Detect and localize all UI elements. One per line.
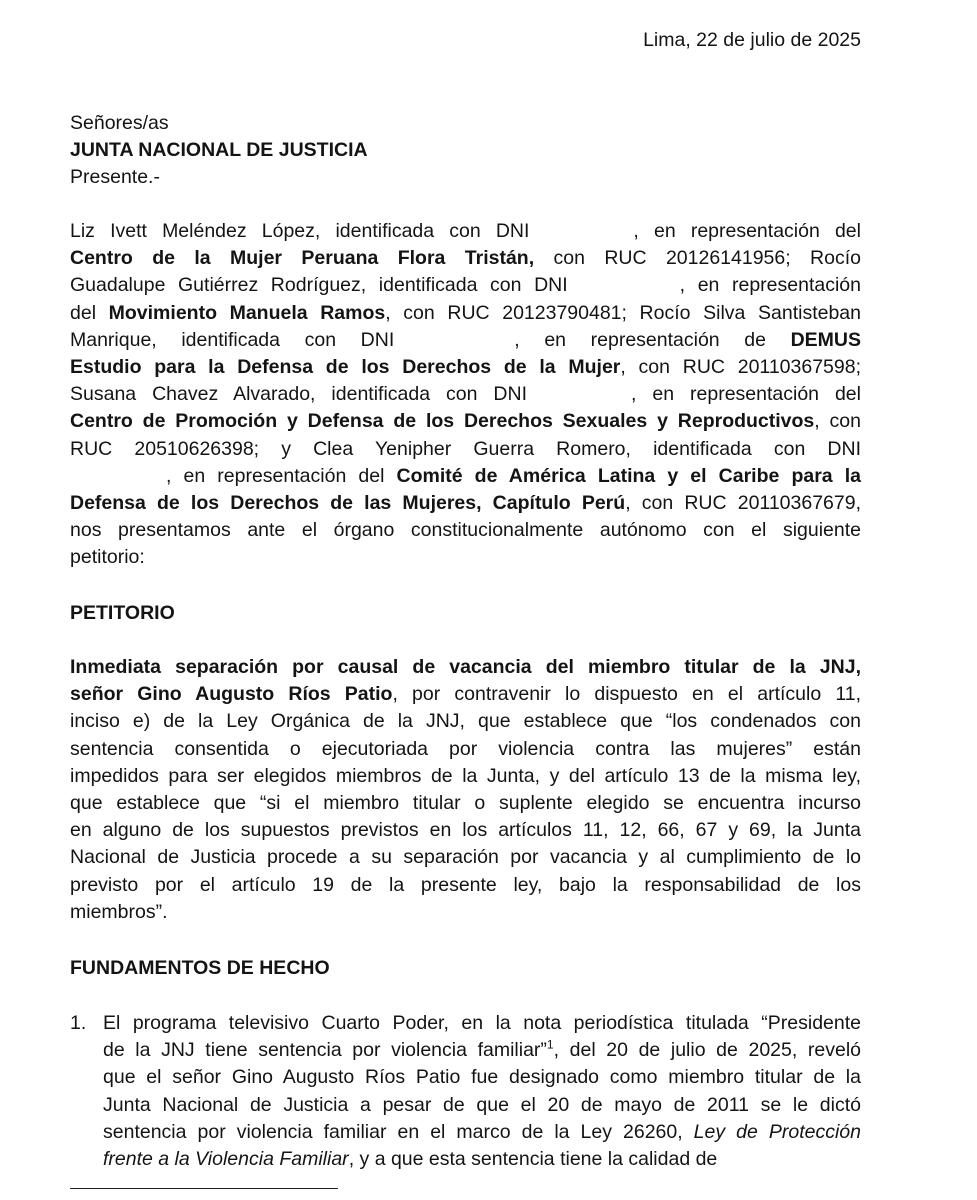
text-run: , en representación del <box>633 220 861 242</box>
text-run: , con <box>814 410 861 433</box>
text-line <box>70 763 861 790</box>
list-item-number: 1. <box>70 1012 87 1034</box>
text-run: en alguno de los supuestos previstos en los artículos 11, 12, 66, 67 y 69, la Junta <box>70 819 861 842</box>
text-run: Liz Ivett Meléndez López, identificada con DNI <box>70 220 530 242</box>
text-line <box>70 436 861 463</box>
text-line <box>70 817 861 844</box>
addressee-entity <box>70 137 861 164</box>
bold-text: Movimiento Manuela Ramos <box>108 301 386 324</box>
text-line <box>70 790 861 817</box>
text-run: impedidos para ser elegidos miembros de la Junta, y del artículo 13 de la misma ley, <box>70 764 861 787</box>
text-run: de la JNJ tiene sentencia por violencia familiar” <box>103 1039 547 1062</box>
text-run: , con RUC 20110367679, <box>625 492 862 515</box>
text-line <box>70 272 861 299</box>
text-run: Guadalupe Gutiérrez Rodríguez, identificada con DNI <box>70 274 568 297</box>
text-line <box>70 517 861 544</box>
text-line <box>70 708 861 735</box>
text-line <box>103 1010 861 1037</box>
bold-text: Defensa de los Derechos de las Mujeres, Capítulo Perú <box>70 492 626 515</box>
text-line <box>70 218 861 245</box>
text-line <box>70 354 861 381</box>
text-run: Nacional de Justicia procede a su separación por vacancia y al cumplimiento de lo <box>70 846 861 869</box>
text-run: , por contravenir lo dispuesto en el artículo 11, <box>392 683 861 706</box>
text-line <box>103 1146 861 1173</box>
text-line <box>70 327 861 354</box>
text-run: petitorio: <box>70 546 145 569</box>
list-item-body <box>103 1010 861 1173</box>
text-run: sentencia por violencia familiar en el marco de la Ley 26260, <box>103 1120 694 1143</box>
salutation: Señores/as <box>70 112 169 134</box>
text-run: del <box>70 301 109 324</box>
bold-text: Centro de Promoción y Defensa de los Derechos Sexuales y Reproductivos <box>70 410 815 433</box>
addressee-entity-name: JUNTA NACIONAL DE JUSTICIA <box>70 139 368 162</box>
bold-text: Inmediata separación por causal de vacancia del miembro titular de la JNJ, <box>70 656 861 678</box>
text-run: RUC 20510626398; y Clea Yenipher Guerra Romero, identificada con DNI <box>70 437 861 460</box>
intro-paragraph <box>70 218 861 572</box>
text-line <box>70 872 861 899</box>
text-line <box>103 1119 861 1146</box>
text-line <box>103 1064 861 1091</box>
text-line <box>70 844 861 871</box>
text-run: Junta Nacional de Justicia a pesar de que el 20 de mayo de 2011 se le dictó <box>103 1093 861 1116</box>
footnote-ref: 1 <box>546 1037 554 1052</box>
section-heading-petitorio <box>70 600 861 627</box>
letter-date: Lima, 22 de julio de 2025 <box>643 29 861 51</box>
text-run: miembros”. <box>70 900 168 923</box>
bold-text: señor Gino Augusto Ríos Patio <box>70 683 393 706</box>
text-run: Manrique, identificada con DNI <box>70 328 395 351</box>
text-run: que el señor Gino Augusto Ríos Patio fue designado como miembro titular de la <box>103 1066 861 1089</box>
footnote-separator <box>70 1188 338 1189</box>
text-run: , en representación de <box>514 328 791 351</box>
text-run: sentencia consentida o ejecutoriada por violencia contra las mujeres” están <box>70 737 861 760</box>
text-line <box>70 408 861 435</box>
addressee-block <box>70 110 861 192</box>
text-line <box>70 381 861 408</box>
text-run: , en representación del <box>166 464 397 487</box>
italic-text: Ley de Protección <box>693 1120 861 1143</box>
text-run: que establece que “si el miembro titular o suplente elegido se encuentra incurso <box>70 792 861 815</box>
italic-text: frente a la Violencia Familiar <box>103 1148 349 1171</box>
text-run: inciso e) de la Ley Orgánica de la JNJ, que establece que “los condenados con <box>70 710 861 733</box>
text-line <box>70 899 861 926</box>
text-line <box>70 681 861 708</box>
petitorio-heading-text: PETITORIO <box>70 602 175 624</box>
fundamentos-heading-text: FUNDAMENTOS DE HECHO <box>70 957 330 979</box>
text-run: , y a que esta sentencia tiene la calidad de <box>348 1148 718 1171</box>
text-run: , en representación del <box>631 383 861 406</box>
text-line <box>70 736 861 763</box>
text-run: El programa televisivo Cuarto Poder, en la nota periodística titulada “Presidente <box>103 1012 861 1034</box>
bold-text: Estudio para la Defensa de los Derechos de la Mujer <box>70 356 621 379</box>
text-run: nos presentamos ante el órgano constitucionalmente autónomo con el siguiente <box>70 519 861 542</box>
presente-line: Presente.- <box>70 166 160 189</box>
text-run: , con RUC 20110367598; <box>620 356 862 379</box>
text-run: con RUC 20126141956; Rocío <box>534 247 861 270</box>
text-line <box>70 544 861 571</box>
section-heading-fundamentos <box>70 955 861 982</box>
text-line <box>70 463 861 490</box>
text-line <box>70 245 861 272</box>
text-line <box>70 654 861 681</box>
text-line <box>70 490 861 517</box>
text-run: previsto por el artículo 19 de la presente ley, bajo la responsabilidad de los <box>70 873 861 896</box>
bold-text: Centro de la Mujer Peruana Flora Tristán, <box>70 247 535 270</box>
text-run: , en representación <box>679 274 861 297</box>
text-run: Susana Chavez Alvarado, identificada con DNI <box>70 383 527 406</box>
text-run: , con RUC 20123790481; Rocío Silva Santisteban <box>385 301 861 324</box>
bold-text: Comité de América Latina y el Caribe para la <box>396 464 861 487</box>
petitorio-paragraph <box>70 654 861 926</box>
text-line <box>103 1092 861 1119</box>
bold-text: DEMUS <box>790 328 862 351</box>
text-line <box>70 300 861 327</box>
text-run: , del 20 de julio de 2025, reveló <box>553 1039 861 1062</box>
text-line <box>103 1037 861 1064</box>
